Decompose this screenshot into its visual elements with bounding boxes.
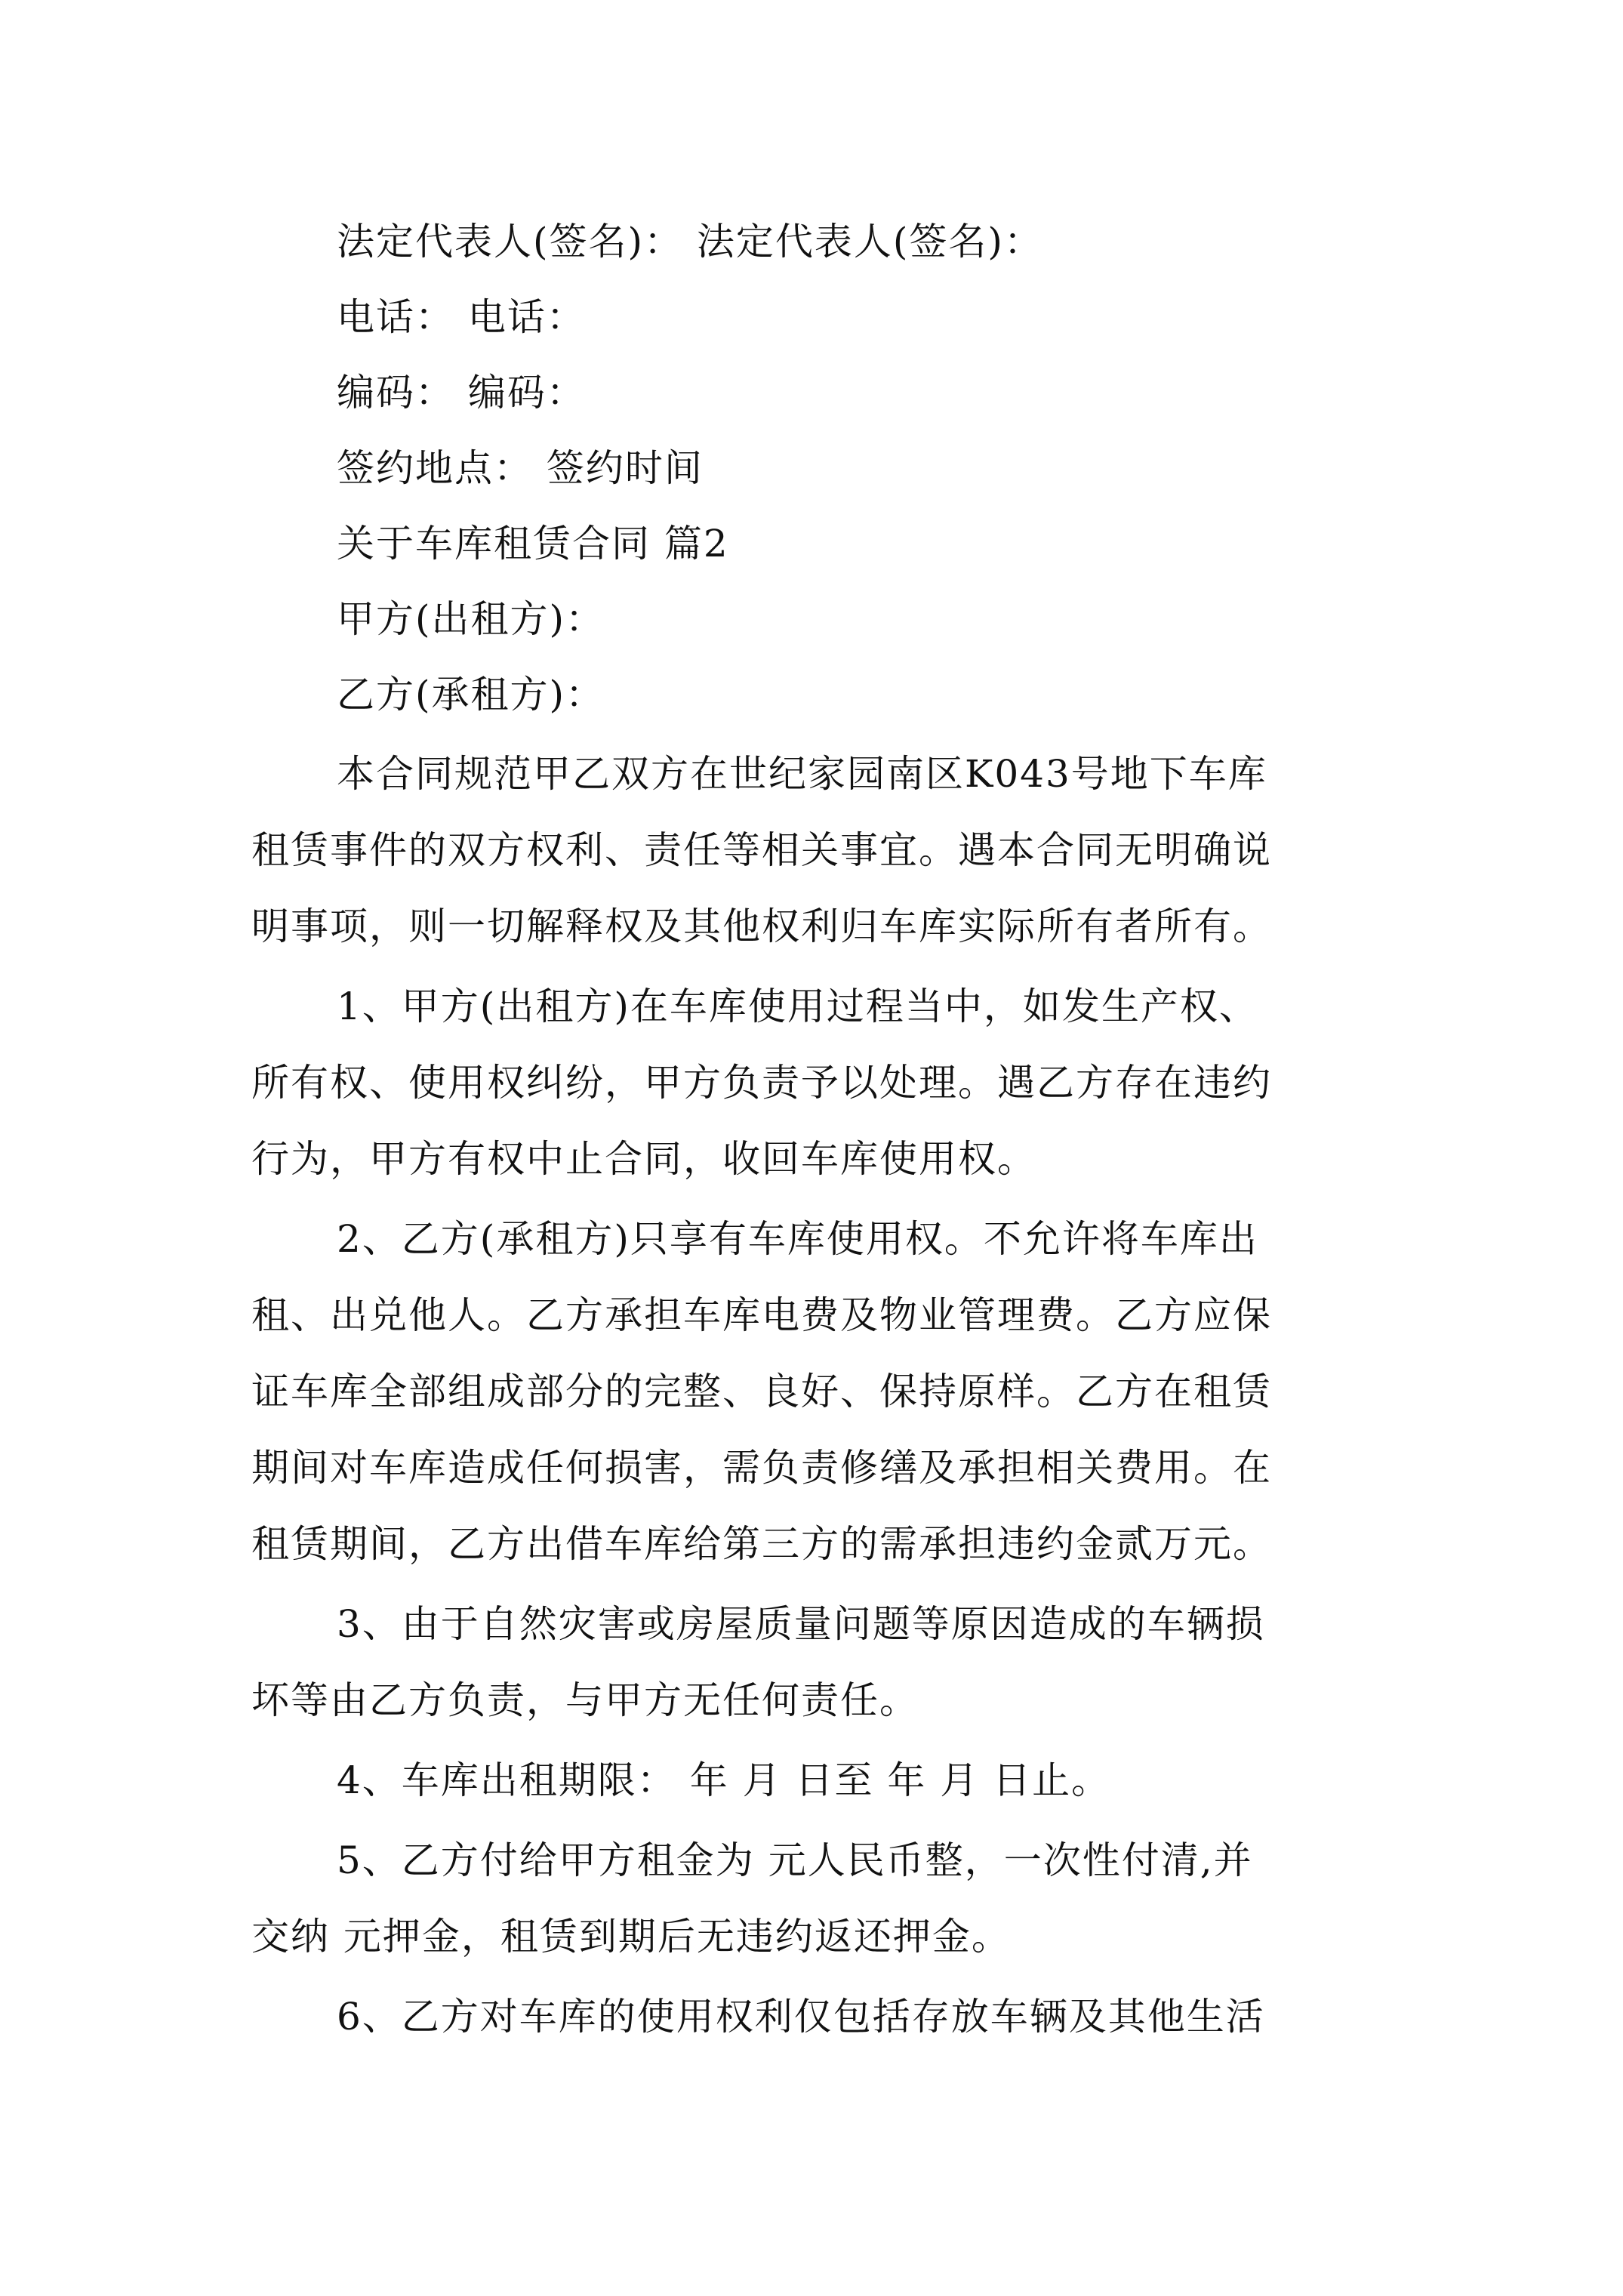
clause-2-line: 期间对车库造成任何损害，需负责修缮及承担相关费用。在 [251, 1446, 1272, 1490]
clause-2-line: 证车库全部组成部分的完整、良好、保持原样。乙方在租赁 [251, 1370, 1272, 1413]
clause-3-line: 3、由于自然灾害或房屋质量问题等原因造成的车辆损 [337, 1602, 1265, 1646]
section-heading: 关于车库租赁合同 篇2 [337, 522, 729, 566]
signing-place-line: 签约地点： 签约时间 [337, 446, 704, 490]
clause-1-line: 所有权、使用权纠纷，甲方负责予以处理。遇乙方存在违约 [251, 1061, 1272, 1105]
signature-line: 法定代表人(签名)： 法定代表人(签名)： [337, 220, 1043, 264]
clause-5-line: 5、乙方付给甲方租金为 元人民币整，一次性付清,并 [337, 1838, 1253, 1882]
clause-1-line: 1、甲方(出租方)在车库使用过程当中，如发生产权、 [337, 985, 1258, 1028]
clause-3-line: 坏等由乙方负责，与甲方无任何责任。 [251, 1678, 919, 1722]
postcode-line: 编码： 编码： [337, 371, 586, 415]
clause-4-line: 4、车库出租期限： 年 月 日至 年 月 日止。 [337, 1758, 1111, 1802]
party-a-line: 甲方(出租方)： [337, 597, 605, 641]
clause-6-line: 6、乙方对车库的使用权利仅包括存放车辆及其他生活 [337, 1995, 1265, 2039]
party-b-line: 乙方(承租方)： [337, 673, 605, 717]
clause-5-line: 交纳 元押金，租赁到期后无违约返还押金。 [251, 1915, 1011, 1959]
clause-2-line: 租赁期间，乙方出借车库给第三方的需承担违约金贰万元。 [251, 1522, 1272, 1566]
clause-1-line: 行为，甲方有权中止合同，收回车库使用权。 [251, 1137, 1036, 1181]
paragraph-line: 租赁事件的双方权利、责任等相关事宜。遇本合同无明确说 [251, 828, 1272, 872]
paragraph-line: 本合同规范甲乙双方在世纪家园南区K043号地下车库 [337, 752, 1267, 796]
phone-line: 电话： 电话： [337, 295, 586, 339]
paragraph-line: 明事项，则一切解释权及其他权利归车库实际所有者所有。 [251, 905, 1272, 948]
clause-2-line: 2、乙方(承租方)只享有车库使用权。不允许将车库出 [337, 1217, 1258, 1261]
clause-2-line: 租、出兑他人。乙方承担车库电费及物业管理费。乙方应保 [251, 1293, 1272, 1337]
